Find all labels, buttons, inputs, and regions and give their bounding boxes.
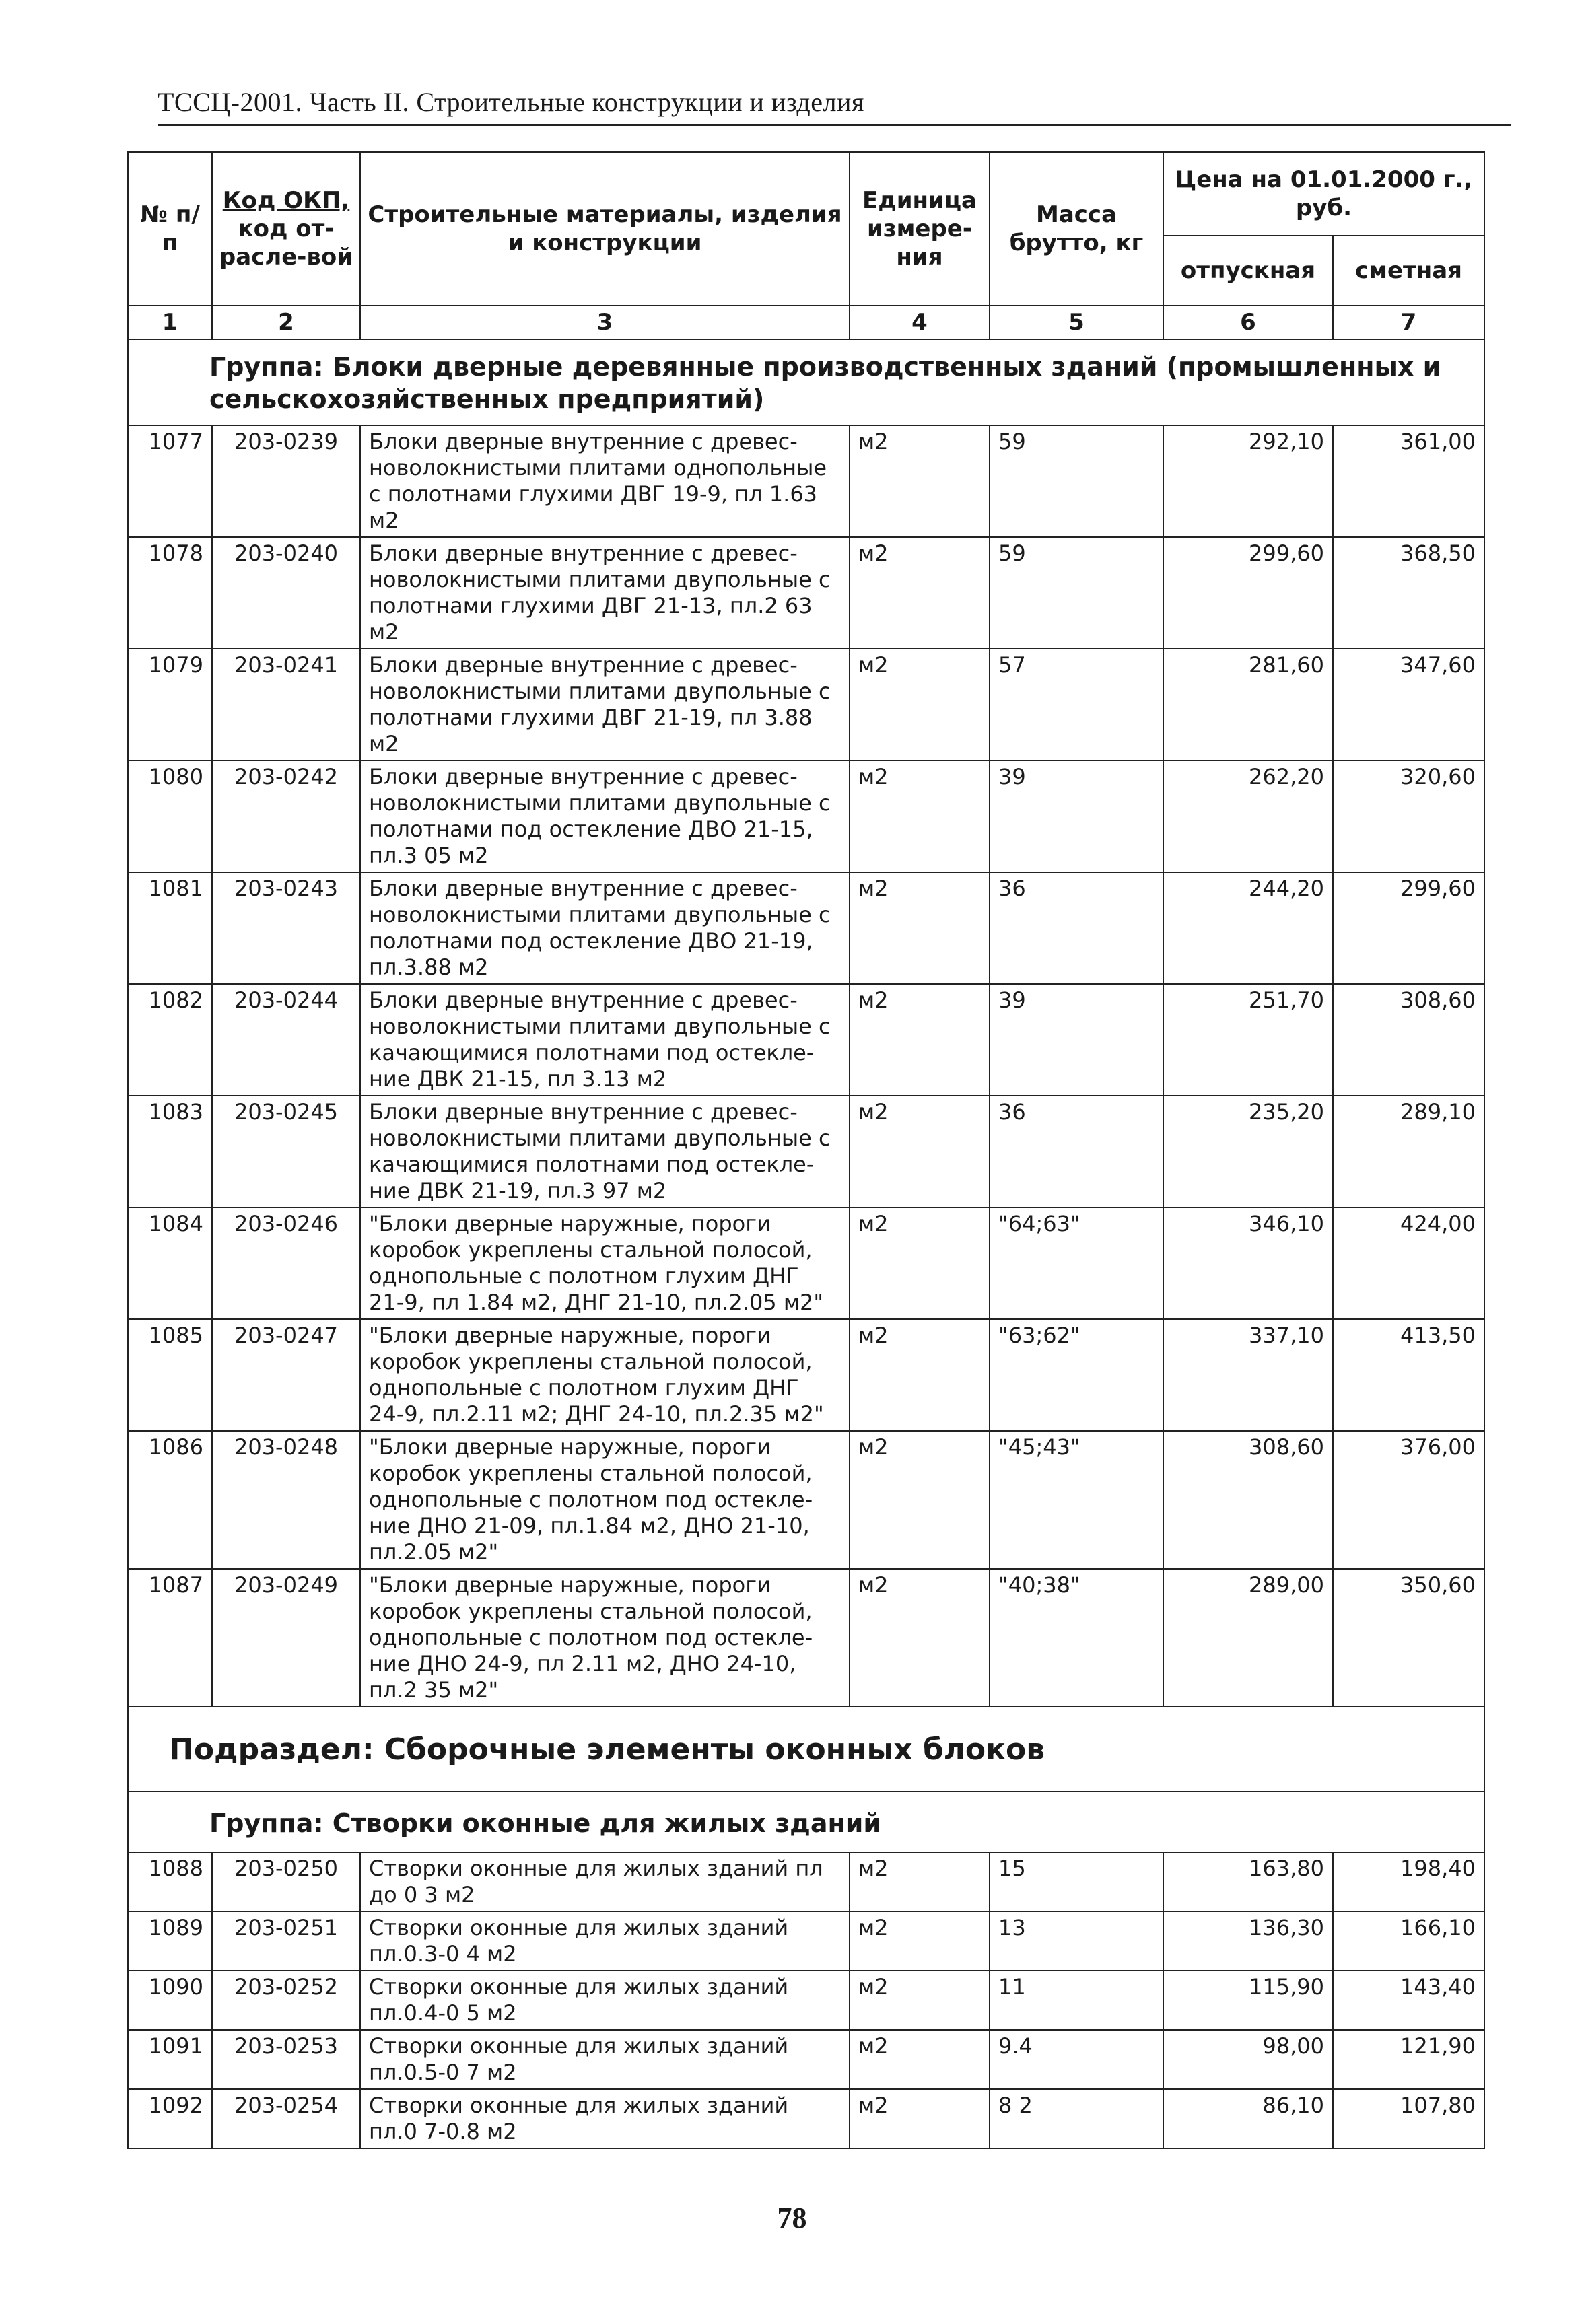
column-number: 1	[128, 306, 212, 339]
row-number: 1084	[128, 1207, 212, 1319]
item-name: Блоки дверные внутренние с древес-новолокнистыми плитами однопольные с полотнами глухими ДВГ 19-9, пл 1.63 м2	[360, 425, 850, 537]
mass-cell: "63;62"	[990, 1319, 1163, 1431]
price-release-cell: 262,20	[1163, 761, 1333, 872]
table-row	[128, 984, 1484, 1096]
table-row	[128, 1319, 1484, 1431]
price-release-cell: 251,70	[1163, 984, 1333, 1096]
row-number: 1083	[128, 1096, 212, 1207]
mass-cell: 36	[990, 872, 1163, 984]
table-row	[128, 1431, 1484, 1569]
mass-cell: 59	[990, 425, 1163, 537]
header-price: Цена на 01.01.2000 г., руб.	[1163, 152, 1484, 236]
row-number: 1090	[128, 1971, 212, 2030]
unit-cell: м2	[850, 425, 990, 537]
column-number: 6	[1163, 306, 1333, 339]
table-row	[128, 1207, 1484, 1319]
item-name: Створки оконные для жилых зданий пл.0 7-0.8 м2	[360, 2089, 850, 2148]
price-estimate-cell: 143,40	[1333, 1971, 1484, 2030]
unit-cell: м2	[850, 761, 990, 872]
item-name: Блоки дверные внутренние с древес-новолокнистыми плитами двупольные с полотнами глухими ДВГ 21-13, пл.2 63 м2	[360, 537, 850, 649]
column-number: 4	[850, 306, 990, 339]
header-code-sub: код от-расле-вой	[219, 215, 353, 271]
row-number: 1091	[128, 2030, 212, 2089]
item-name: Блоки дверные внутренние с древес-новолокнистыми плитами двупольные с полотнами под остекление ДВО 21-19, пл.3.88 м2	[360, 872, 850, 984]
price-estimate-cell: 299,60	[1333, 872, 1484, 984]
table-row	[128, 1971, 1484, 2030]
row-number: 1088	[128, 1852, 212, 1911]
unit-cell: м2	[850, 1319, 990, 1431]
group-1-rows	[128, 425, 1484, 1707]
group-title: Группа: Блоки дверные деревянные производственных зданий (промышленных и сельскохозяйственных предприятий)	[128, 339, 1484, 425]
group-row	[128, 339, 1484, 425]
okp-code: 203-0241	[212, 649, 360, 761]
price-estimate-cell: 347,60	[1333, 649, 1484, 761]
mass-cell: 8 2	[990, 2089, 1163, 2148]
unit-cell: м2	[850, 1096, 990, 1207]
group-title: Группа: Створки оконные для жилых зданий	[128, 1792, 1484, 1852]
unit-cell: м2	[850, 649, 990, 761]
item-name: Створки оконные для жилых зданий пл.0.4-0 5 м2	[360, 1971, 850, 2030]
header-price-estimate: сметная	[1333, 236, 1484, 306]
table-row	[128, 537, 1484, 649]
price-release-cell: 337,10	[1163, 1319, 1333, 1431]
unit-cell: м2	[850, 1911, 990, 1971]
mass-cell: "40;38"	[990, 1569, 1163, 1707]
okp-code: 203-0248	[212, 1431, 360, 1569]
mass-cell: 59	[990, 537, 1163, 649]
unit-cell: м2	[850, 1852, 990, 1911]
item-name: Блоки дверные внутренние с древес-новолокнистыми плитами двупольные с полотнами под остекление ДВО 21-15, пл.3 05 м2	[360, 761, 850, 872]
row-number: 1080	[128, 761, 212, 872]
price-estimate-cell: 361,00	[1333, 425, 1484, 537]
okp-code: 203-0243	[212, 872, 360, 984]
item-name: Створки оконные для жилых зданий пл до 0 3 м2	[360, 1852, 850, 1911]
unit-cell: м2	[850, 1971, 990, 2030]
mass-cell: 13	[990, 1911, 1163, 1971]
header-name: Строительные материалы, изделия и конструкции	[360, 152, 850, 306]
subsection-row	[128, 1707, 1484, 1792]
column-number: 5	[990, 306, 1163, 339]
price-estimate-cell: 424,00	[1333, 1207, 1484, 1319]
row-number: 1092	[128, 2089, 212, 2148]
item-name: "Блоки дверные наружные, пороги коробок укреплены стальной полосой, однопольные с полотном под остекле-ние ДНО 24-9, пл 2.11 м2, ДНО 24-10, пл.2 35 м2"	[360, 1569, 850, 1707]
okp-code: 203-0245	[212, 1096, 360, 1207]
item-name: Блоки дверные внутренние с древес-новолокнистыми плитами двупольные с полотнами глухими ДВГ 21-19, пл 3.88 м2	[360, 649, 850, 761]
price-estimate-cell: 198,40	[1333, 1852, 1484, 1911]
mass-cell: "64;63"	[990, 1207, 1163, 1319]
okp-code: 203-0251	[212, 1911, 360, 1971]
price-release-cell: 244,20	[1163, 872, 1333, 984]
table-row	[128, 1852, 1484, 1911]
price-estimate-cell: 368,50	[1333, 537, 1484, 649]
table-row	[128, 761, 1484, 872]
row-number: 1089	[128, 1911, 212, 1971]
page-number: 78	[777, 2202, 807, 2234]
row-number: 1078	[128, 537, 212, 649]
column-number: 7	[1333, 306, 1484, 339]
page-header: ТССЦ-2001. Часть II. Строительные конструкции и изделия	[158, 86, 1511, 126]
row-number: 1085	[128, 1319, 212, 1431]
table-row	[128, 425, 1484, 537]
okp-code: 203-0247	[212, 1319, 360, 1431]
mass-cell: 39	[990, 761, 1163, 872]
header-code-title: Код ОКП,	[222, 187, 350, 214]
item-name: "Блоки дверные наружные, пороги коробок укреплены стальной полосой, однопольные с полотном глухим ДНГ 24-9, пл.2.11 м2; ДНГ 24-10, пл.2.35 м2"	[360, 1319, 850, 1431]
mass-cell: 9.4	[990, 2030, 1163, 2089]
price-release-cell: 86,10	[1163, 2089, 1333, 2148]
okp-code: 203-0252	[212, 1971, 360, 2030]
okp-code: 203-0246	[212, 1207, 360, 1319]
item-name: "Блоки дверные наружные, пороги коробок укреплены стальной полосой, однопольные с полотном под остекле-ние ДНО 21-09, пл.1.84 м2, ДНО 21-10, пл.2.05 м2"	[360, 1431, 850, 1569]
table-row	[128, 1569, 1484, 1707]
unit-cell: м2	[850, 872, 990, 984]
mass-cell: 39	[990, 984, 1163, 1096]
price-estimate-cell: 350,60	[1333, 1569, 1484, 1707]
table-row	[128, 1096, 1484, 1207]
row-number: 1077	[128, 425, 212, 537]
price-release-cell: 98,00	[1163, 2030, 1333, 2089]
mass-cell: 57	[990, 649, 1163, 761]
price-release-cell: 136,30	[1163, 1911, 1333, 1971]
table-row	[128, 1911, 1484, 1971]
price-estimate-cell: 121,90	[1333, 2030, 1484, 2089]
price-estimate-cell: 166,10	[1333, 1911, 1484, 1971]
okp-code: 203-0240	[212, 537, 360, 649]
table-row	[128, 649, 1484, 761]
unit-cell: м2	[850, 1431, 990, 1569]
header-code	[212, 152, 360, 306]
price-estimate-cell: 308,60	[1333, 984, 1484, 1096]
price-estimate-cell: 376,00	[1333, 1431, 1484, 1569]
price-release-cell: 115,90	[1163, 1971, 1333, 2030]
price-estimate-cell: 107,80	[1333, 2089, 1484, 2148]
item-name: Створки оконные для жилых зданий пл.0.5-0 7 м2	[360, 2030, 850, 2089]
mass-cell: 11	[990, 1971, 1163, 2030]
row-number: 1082	[128, 984, 212, 1096]
mass-cell: 15	[990, 1852, 1163, 1911]
header-mass: Масса брутто, кг	[990, 152, 1163, 306]
row-number: 1079	[128, 649, 212, 761]
header-price-release: отпускная	[1163, 236, 1333, 306]
unit-cell: м2	[850, 537, 990, 649]
header-unit: Единица измере-ния	[850, 152, 990, 306]
unit-cell: м2	[850, 2089, 990, 2148]
price-estimate-cell: 320,60	[1333, 761, 1484, 872]
group-row	[128, 1792, 1484, 1852]
price-estimate-cell: 413,50	[1333, 1319, 1484, 1431]
okp-code: 203-0253	[212, 2030, 360, 2089]
item-name: "Блоки дверные наружные, пороги коробок укреплены стальной полосой, однопольные с полотном глухим ДНГ 21-9, пл 1.84 м2, ДНГ 21-10, пл.2.05 м2"	[360, 1207, 850, 1319]
column-number: 3	[360, 306, 850, 339]
row-number: 1087	[128, 1569, 212, 1707]
header-no: № п/п	[128, 152, 212, 306]
table-row	[128, 2030, 1484, 2089]
unit-cell: м2	[850, 1569, 990, 1707]
okp-code: 203-0239	[212, 425, 360, 537]
column-numbers-row	[128, 306, 1484, 339]
okp-code: 203-0242	[212, 761, 360, 872]
okp-code: 203-0244	[212, 984, 360, 1096]
price-release-cell: 299,60	[1163, 537, 1333, 649]
price-release-cell: 289,00	[1163, 1569, 1333, 1707]
okp-code: 203-0249	[212, 1569, 360, 1707]
unit-cell: м2	[850, 984, 990, 1096]
table-row	[128, 872, 1484, 984]
price-release-cell: 281,60	[1163, 649, 1333, 761]
unit-cell: м2	[850, 2030, 990, 2089]
column-number: 2	[212, 306, 360, 339]
price-release-cell: 308,60	[1163, 1431, 1333, 1569]
price-release-cell: 235,20	[1163, 1096, 1333, 1207]
table-header	[128, 152, 1484, 306]
mass-cell: "45;43"	[990, 1431, 1163, 1569]
okp-code: 203-0254	[212, 2089, 360, 2148]
price-release-cell: 292,10	[1163, 425, 1333, 537]
price-release-cell: 346,10	[1163, 1207, 1333, 1319]
price-estimate-cell: 289,10	[1333, 1096, 1484, 1207]
item-name: Створки оконные для жилых зданий пл.0.3-0 4 м2	[360, 1911, 850, 1971]
table-row	[128, 2089, 1484, 2148]
group-2-rows	[128, 1852, 1484, 2148]
item-name: Блоки дверные внутренние с древес-новолокнистыми плитами двупольные с качающимися полотнами под остекле-ние ДВК 21-19, пл.3 97 м2	[360, 1096, 850, 1207]
row-number: 1086	[128, 1431, 212, 1569]
price-table	[127, 151, 1485, 2149]
price-release-cell: 163,80	[1163, 1852, 1333, 1911]
okp-code: 203-0250	[212, 1852, 360, 1911]
mass-cell: 36	[990, 1096, 1163, 1207]
row-number: 1081	[128, 872, 212, 984]
subsection-title: Подраздел: Сборочные элементы оконных блоков	[128, 1707, 1484, 1792]
unit-cell: м2	[850, 1207, 990, 1319]
item-name: Блоки дверные внутренние с древес-новолокнистыми плитами двупольные с качающимися полотнами под остекле-ние ДВК 21-15, пл 3.13 м2	[360, 984, 850, 1096]
